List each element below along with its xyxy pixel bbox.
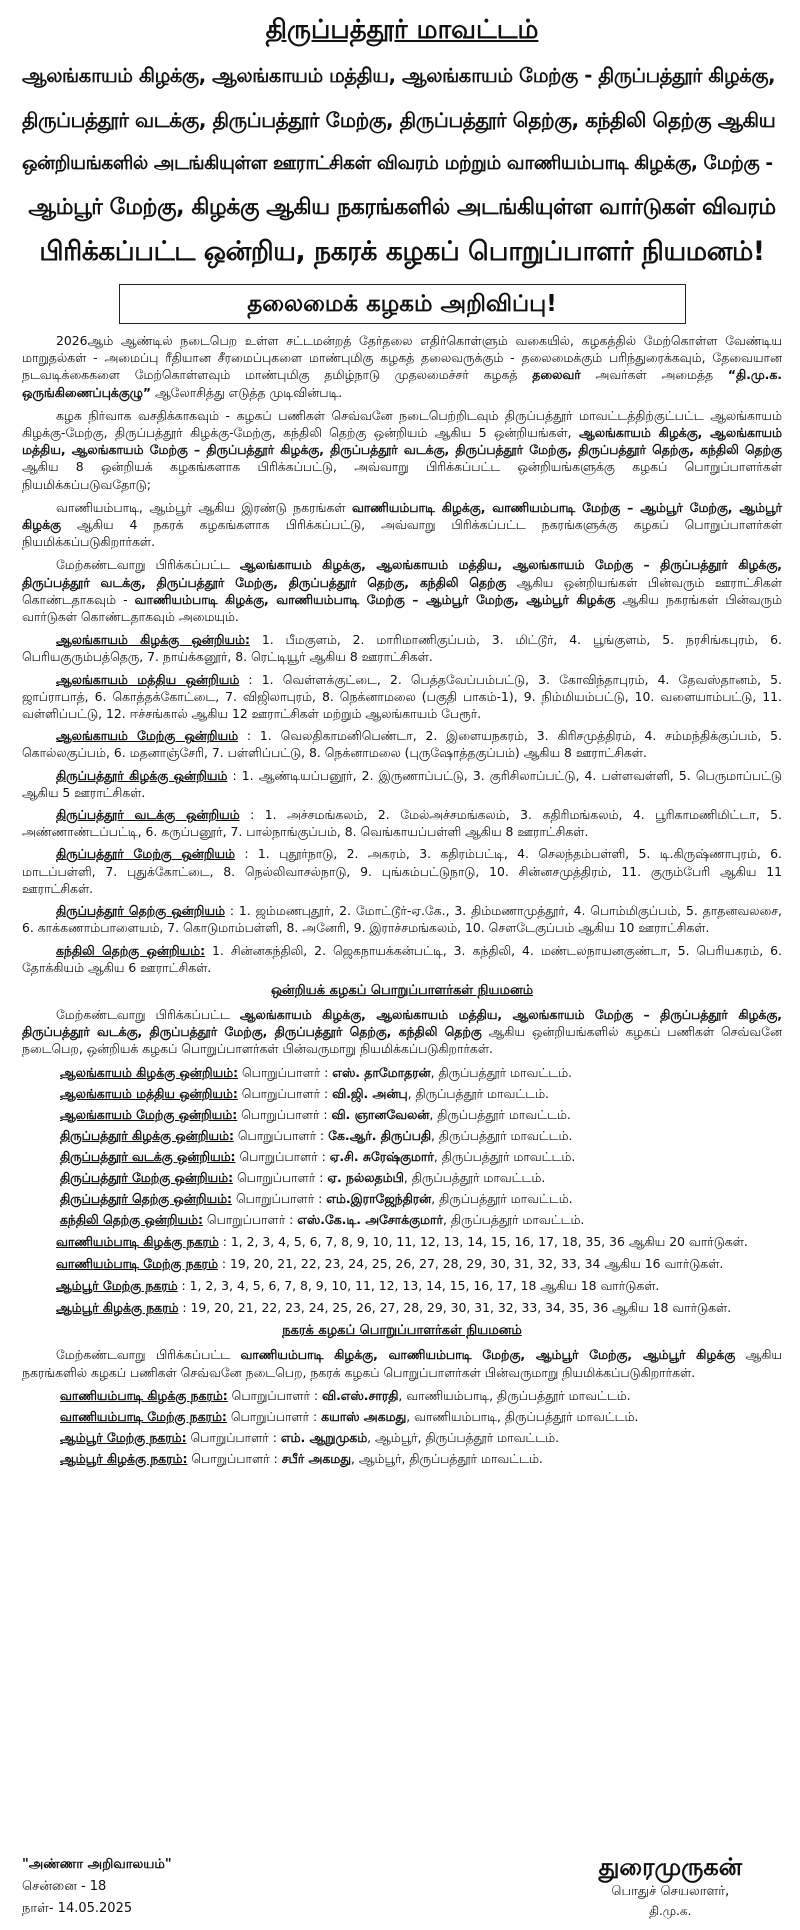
union-appointment-list [22, 1064, 782, 1229]
appointee-name: ஏ.சி. சுரேஷ்குமார் [329, 1148, 434, 1164]
headline-line: ஆலங்காயம் கிழக்கு, ஆலங்காயம் மத்திய, ஆலங்காயம் மேற்கு - திருப்பத்தூர் கிழக்கு, [22, 64, 776, 87]
appointment-row [60, 1064, 782, 1082]
appointment-row [60, 1211, 782, 1229]
appointment-row [60, 1387, 782, 1405]
text-run: ஆகிய ஒன்றியங்களில் கழகப் பணிகள் செவ்வனே நடைபெற, ஒன்றியக் கழகப் பொறுப்பாளர்கள் பின்வருமாறு நியமிக்கப்படுகிறார்கள். [22, 1024, 782, 1057]
text-run: ஆகிய ஒன்றியங்கள் பின்வரும் ஊராட்சிகள் கொண்டதாகவும் - [22, 574, 782, 607]
announcement-banner: தலைமைக் கழகம் அறிவிப்பு! [119, 284, 686, 324]
appointment-row [60, 1106, 782, 1124]
signatory-org: தி.மு.க. [649, 1904, 692, 1918]
text-run: , ஆம்பூர், திருப்பத்தூர் மாவட்டம். [367, 1429, 560, 1445]
text-run: வாணியம்பாடி, ஆம்பூர் ஆகிய இரண்டு நகரங்கள் [56, 499, 352, 515]
union-label: திருப்பத்தூர் மேற்கு ஒன்றியம் [56, 846, 235, 862]
appointment-label: ஆலங்காயம் மத்திய ஒன்றியம்: [60, 1085, 238, 1101]
union-label: ஆலங்காயம் மேற்கு ஒன்றியம் [56, 728, 239, 744]
appointee-name: வி.எஸ்.சாரதி [322, 1387, 399, 1403]
text-run: பொறுப்பாளர் : [233, 1127, 329, 1143]
appointment-label: ஆம்பூர் கிழக்கு நகரம்: [60, 1450, 188, 1466]
ward-entry [22, 1255, 782, 1272]
ward-entry [22, 1277, 782, 1294]
text-run: கழக நிர்வாக வசதிக்காகவும் - கழகப் பணிகள் செவ்வனே நடைபெற்றிடவும் திருப்பத்தூர் மாவட்டத்திற்குட்பட்ட ஆலங்காயம் கிழக்கு-மேற்கு, திருப்பத்தூர் கிழக்கு-மேற்கு, கந்திலி தெற்கு ஒன்றியம் ஆகிய 5 ஒன்றியங்கள், [22, 407, 782, 441]
union-villages: 1. பீமகுளம், 2. மாரிமாணிகுப்பம், 3. மிட்டூர், 4. பூங்குளம், 5. நரசிங்கபுரம், 6. பெரியகுரும்பத்தெரு, 7. நாய்க்கனூர், 8. ரெட்டியூர் ஆகிய 8 ஊராட்சிகள். [22, 632, 782, 665]
signatory-name: துரைமுருகன் [598, 1853, 742, 1881]
text-run: வாணியம்பாடி கிழக்கு, வாணியம்பாடி மேற்கு – ஆம்பூர் மேற்கு, ஆம்பூர் கிழக்கு [134, 591, 616, 607]
union-villages: : 1. புதூர்நாடு, 2. அகரம், 3. கதிரம்பட்டி, 4. செலந்தம்பள்ளி, 5. டி.கிருஷ்ணாபுரம், 6. மாடப்பள்ளி, 7. புதுக்கோட்டை, 8. நெல்லிவாசல்நாடு, 9. புங்கம்பட்டுநாடு, 10. சின்னசமுத்திரம், 11. குரும்பேரி ஆகிய 11 ஊராட்சிகள். [22, 846, 782, 896]
appointment-label: திருப்பத்தூர் தெற்கு ஒன்றியம்: [60, 1190, 232, 1206]
text-run: ஆகிய நகரங்களில் கழகப் பணிகள் செவ்வனே நடைபெற, நகரக் கழகப் பொறுப்பாளர்கள் பின்வருமாறு நியமிக்கப்படுகிறார்கள். [22, 1347, 783, 1380]
appointment-row [60, 1085, 782, 1103]
restructure-paragraph [22, 407, 782, 493]
towns-paragraph [22, 499, 782, 551]
union-villages: : 1. வெள்ளக்குட்டை, 2. பெத்தவேப்பம்பட்டு, 3. கோவிந்தாபுரம், 4. தேவஸ்தானம், 5. ஜாப்ராபாத், 6. கொத்தக்கோட்டை, 7. விஜிலாபுரம், 8. நெக்னாமலை (பகுதி பாகம்-1), 9. நிம்மியம்பட்டு, 10. வளையாம்பட்டு, 11. வள்ளிப்பட்டு, 12. ஈச்சங்கால் ஆகிய 12 ஊராட்சிகள் மற்றும் ஆலங்காயம் பேரூர். [22, 671, 782, 722]
union-villages: : 1. ஜம்மணபுதூர், 2. மோட்டூர்-ஏ.கே., 3. திம்மணாமுத்தூர், 4. பொம்மிகுப்பம், 5. தாதனவலசை, 6. காக்கணாம்பாளையம், 7. கொடுமாம்பள்ளி, 8. அனேரி, 9. இராச்சமங்கலம், 10. சௌடேகுப்பம் ஆகிய 10 ஊராட்சிகள். [22, 903, 782, 936]
text-run: பொறுப்பாளர் : [227, 1387, 322, 1403]
appointment-label: திருப்பத்தூர் மேற்கு ஒன்றியம்: [60, 1169, 234, 1185]
text-run: , திருப்பத்தூர் மாவட்டம். [433, 1148, 576, 1164]
appointment-label: திருப்பத்தூர் கிழக்கு ஒன்றியம்: [60, 1127, 234, 1143]
text-run: ஆலங்காயம் கிழக்கு, ஆலங்காயம் மத்திய, ஆலங்காயம் மேற்கு – திருப்பத்தூர் கிழக்கு, திருப்பத்தூர் வடக்கு, திருப்பத்தூர் மேற்கு, திருப்பத்தூர் தெற்கு, கந்திலி தெற்கு [22, 557, 783, 590]
town-appointment-list [22, 1387, 782, 1468]
text-run: ஆகிய 4 நகரக் கழகங்களாக பிரிக்கப்பட்டு, அவ்வாறு பிரிக்கப்பட்ட நகரங்களுக்கு கழகப் பொறுப்பாளர்கள் நியமிக்கப்படுகிறார்கள். [22, 517, 782, 550]
appointment-row [60, 1169, 782, 1187]
union-entry [22, 902, 782, 936]
headline-line: பிரிக்கப்பட்ட ஒன்றிய, நகரக் கழகப் பொறுப்பாளர் நியமனம்! [39, 236, 765, 267]
ward-label: வாணியம்பாடி மேற்கு நகரம் [56, 1255, 218, 1271]
union-entry [22, 767, 782, 801]
text-run: அவர்கள் அமைத்த [580, 367, 728, 383]
text-run: ஆலோசித்து எடுத்த முடிவின்படி. [151, 384, 343, 400]
district-title: திருப்பத்தூர் மாவட்டம் [265, 15, 539, 45]
appointee-name: சபீர் அகமது [281, 1450, 351, 1466]
union-label: ஆலங்காயம் மத்திய ஒன்றியம் [56, 671, 240, 687]
text-run: , ஆம்பூர், திருப்பத்தூர் மாவட்டம். [350, 1450, 543, 1466]
committee-name: “தி.மு.க. ஒருங்கிணைப்புக்குழு” [22, 367, 782, 400]
signatory-role: பொதுச் செயலாளர், [611, 1884, 730, 1899]
footer [22, 1848, 782, 1930]
ward-numbers: : 19, 20, 21, 22, 23, 24, 25, 26, 27, 28, 29, 30, 31, 32, 33, 34, 35, 36 ஆகிய 18 வார்டுகள். [178, 1300, 732, 1316]
ward-numbers: : 1, 2, 3, 4, 5, 6, 7, 8, 9, 10, 11, 12, 13, 14, 15, 16, 17, 18, 35, 36 ஆகிய 20 வார்டுகள். [218, 1233, 748, 1249]
text-run: வாணியம்பாடி கிழக்கு, வாணியம்பாடி மேற்கு, ஆம்பூர் மேற்கு, ஆம்பூர் கிழக்கு [240, 1347, 736, 1363]
ward-entry [22, 1233, 782, 1250]
text-run: , திருப்பத்தூர் மாவட்டம். [431, 1127, 573, 1143]
ward-label: வாணியம்பாடி கிழக்கு நகரம் [56, 1233, 219, 1249]
text-run: தலைவர் [532, 367, 581, 383]
text-run: , திருப்பத்தூர் மாவட்டம். [430, 1064, 573, 1080]
text-run: , திருப்பத்தூர் மாவட்டம். [431, 1190, 573, 1206]
text-run: பொறுப்பாளர் : [187, 1450, 282, 1466]
union-villages: 1. சின்னகந்திலி, 2. ஜெகநாயக்கன்பட்டி, 3. கந்திலி, 4. மண்டலநாயனகுண்டா, 5. பெரியகரம், 6. தோக்கியம் ஆகிய 6 ஊராட்சிகள். [22, 942, 782, 975]
headline-block [22, 54, 782, 274]
ward-label: ஆம்பூர் மேற்கு நகரம் [56, 1277, 178, 1293]
appointment-label: வாணியம்பாடி கிழக்கு நகரம்: [60, 1387, 228, 1403]
signature-block [599, 1852, 742, 1920]
ward-numbers: : 19, 20, 21, 22, 23, 24, 25, 26, 27, 28, 29, 30, 31, 32, 33, 34 ஆகிய 16 வார்டுகள். [217, 1255, 724, 1271]
union-entry [22, 631, 782, 665]
text-run: ஆலங்காயம் கிழக்கு, ஆலங்காயம் மத்திய, ஆலங்காயம் மேற்கு – திருப்பத்தூர் கிழக்கு, திருப்பத்தூர் வடக்கு, திருப்பத்தூர் மேற்கு, திருப்பத்தூர் தெற்கு, கந்திலி தெற்கு [22, 1006, 783, 1040]
footer-place-block [22, 1854, 172, 1920]
appointee-name: எம்.இராஜேந்திரன் [326, 1190, 432, 1206]
appointee-name: வி. ஞானவேலன் [331, 1106, 430, 1122]
text-run: பொறுப்பாளர் : [186, 1429, 281, 1445]
intro-paragraph [22, 332, 782, 401]
composition-paragraph [22, 556, 782, 625]
text-run: பொறுப்பாளர் : [237, 1106, 332, 1122]
appointment-row [60, 1408, 782, 1426]
text-run: பொறுப்பாளர் : [202, 1211, 298, 1227]
union-appointment-title: ஒன்றியக் கழகப் பொறுப்பாளர்கள் நியமனம் [270, 982, 534, 998]
text-run: மேற்கண்டவாறு பிரிக்கப்பட்ட [56, 1006, 240, 1022]
ward-label: ஆம்பூர் கிழக்கு நகரம் [56, 1300, 179, 1316]
union-label: திருப்பத்தூர் கிழக்கு ஒன்றியம் [56, 767, 228, 783]
town-appointment-title: நகரக் கழகப் பொறுப்பாளர்கள் நியமனம் [282, 1323, 522, 1339]
appointment-row [60, 1190, 782, 1208]
union-entry [22, 845, 782, 897]
text-run: பொறுப்பாளர் : [226, 1408, 322, 1424]
text-run: , திருப்பத்தூர் மாவட்டம். [442, 1211, 585, 1227]
text-run: பொறுப்பாளர் : [232, 1190, 327, 1206]
union-entry [22, 806, 782, 840]
text-run: , வாணியம்பாடி, திருப்பத்தூர் மாவட்டம். [398, 1387, 631, 1403]
text-run: , திருப்பத்தூர் மாவட்டம். [407, 1085, 549, 1101]
text-run: வாணியம்பாடி கிழக்கு, வாணியம்பாடி மேற்கு – ஆம்பூர் மேற்கு, ஆம்பூர் கிழக்கு [22, 499, 782, 533]
union-village-list [22, 631, 782, 976]
union-entry [22, 942, 782, 976]
appointment-row [60, 1148, 782, 1166]
appointment-label: திருப்பத்தூர் வடக்கு ஒன்றியம்: [60, 1148, 236, 1164]
text-run: , திருப்பத்தூர் மாவட்டம். [403, 1169, 546, 1185]
text-run: 2026ஆம் ஆண்டில் நடைபெற உள்ள சட்டமன்றத் தேர்தலை எதிர்கொள்ளும் வகையில், கழகத்தில் மேற்கொள்ள வேண்டிய மாறுதல்கள் - அமைப்பு ரீதியான சீரமைப்புகளை மாண்புமிகு கழகத் தலைவருக்கும் - தலைமைக்கும் பரிந்துரைக்கவும், தேவையான நடவடிக்கைகளை மேற்கொள்ளவும் மாண்புமிகு தமிழ்நாடு முதலமைச்சர் கழகத் [22, 333, 782, 383]
appointment-row [60, 1429, 782, 1447]
union-villages: : 1. அச்சமங்கலம், 2. மேல்அச்சமங்கலம், 3. கதிரிமங்கலம், 4. பூரிகாமணிமிட்டா, 5. அண்ணாண்டப்பட்டி, 6. கருப்பனூர், 7. பால்நாங்குப்பம், 8. வெங்காயப்பள்ளி ஆகிய 8 ஊராட்சிகள். [22, 807, 782, 840]
office-city: சென்னை - 18 [22, 1879, 107, 1894]
ward-entry [22, 1299, 782, 1316]
union-label: கந்திலி தெற்கு ஒன்றியம்: [56, 942, 206, 958]
text-run: பொறுப்பாளர் : [233, 1169, 328, 1185]
union-label: திருப்பத்தூர் வடக்கு ஒன்றியம் [56, 807, 240, 823]
issue-date: நாள்- 14.05.2025 [22, 1901, 133, 1916]
town-appointment-paragraph [22, 1346, 782, 1380]
headline-line: ஒன்றியங்களில் அடங்கியுள்ள ஊராட்சிகள் விவரம் மற்றும் வாணியம்பாடி கிழக்கு, மேற்கு - [22, 153, 773, 174]
text-run: ஆகிய 8 ஒன்றியக் கழகங்களாக பிரிக்கப்பட்டு, அவ்வாறு பிரிக்கப்பட்ட ஒன்றியங்களுக்கு கழகப் பொறுப்பாளர்கள் நியமிக்கப்படுவதோடு; [22, 459, 782, 492]
text-run: மேற்கண்டவாறு பிரிக்கப்பட்ட [56, 557, 240, 573]
appointee-name: ஏ. நல்லதம்பி [327, 1169, 404, 1185]
headline-line: திருப்பத்தூர் வடக்கு, திருப்பத்தூர் மேற்கு, திருப்பத்தூர் தெற்கு, கந்திலி தெற்கு ஆகிய [22, 108, 776, 132]
ward-numbers: : 1, 2, 3, 4, 5, 6, 7, 8, 9, 10, 11, 12, 13, 14, 15, 16, 17, 18 ஆகிய 18 வார்டுகள். [177, 1277, 660, 1293]
text-run: மேற்கண்டவாறு பிரிக்கப்பட்ட [56, 1347, 241, 1363]
union-label: திருப்பத்தூர் தெற்கு ஒன்றியம் [56, 903, 225, 919]
union-label: ஆலங்காயம் கிழக்கு ஒன்றியம்: [56, 632, 250, 648]
union-villages: : 1. ஆண்டியப்பனூர், 2. இருணாப்பட்டு, 3. குரிசிலாப்பட்டு, 4. பள்ளவள்ளி, 5. பெருமாப்பட்டு ஆகிய 5 ஊராட்சிகள். [22, 767, 782, 800]
union-entry [22, 727, 782, 761]
appointee-name: வி.ஜி. அன்பு [332, 1085, 408, 1101]
appointment-label: ஆலங்காயம் மேற்கு ஒன்றியம்: [60, 1106, 238, 1122]
text-run: ஆலங்காயம் கிழக்கு, ஆலங்காயம் மத்திய, ஆலங்காயம் மேற்கு – திருப்பத்தூர் கிழக்கு, திருப்பத்தூர் வடக்கு, திருப்பத்தூர் மேற்கு, திருப்பத்தூர் தெற்கு, கந்திலி தெற்கு [22, 425, 782, 458]
union-appointment-paragraph [22, 1006, 782, 1058]
ward-list [22, 1233, 782, 1317]
appointment-row [60, 1450, 782, 1468]
appointee-name: எஸ்.கே.டி. அசோக்குமார் [297, 1211, 443, 1227]
appointee-name: கயாஸ் அகமது [321, 1408, 407, 1424]
text-run: பொறுப்பாளர் : [237, 1085, 333, 1101]
union-entry [22, 671, 782, 723]
text-run: பொறுப்பாளர் : [238, 1064, 333, 1080]
headline-line: ஆம்பூர் மேற்கு, கிழக்கு ஆகிய நகரங்களில் அடங்கியுள்ள வார்டுகள் விவரம் [28, 195, 776, 220]
office-name: "அண்ணா அறிவாலயம்" [22, 1857, 172, 1872]
appointment-label: கந்திலி தெற்கு ஒன்றியம்: [60, 1211, 203, 1227]
text-run: , திருப்பத்தூர் மாவட்டம். [429, 1106, 571, 1122]
appointee-name: கே.ஆர். திருப்பதி [328, 1127, 431, 1143]
text-run: பொறுப்பாளர் : [235, 1148, 330, 1164]
appointment-row [60, 1127, 782, 1145]
appointee-name: எஸ். தாமோதரன் [332, 1064, 431, 1080]
text-run: , வாணியம்பாடி, திருப்பத்தூர் மாவட்டம். [406, 1408, 639, 1424]
text-run: ஆகிய நகரங்கள் பின்வரும் வார்டுகள் கொண்டதாகவும் அமையும். [22, 591, 782, 625]
union-villages: : 1. வெலதிகாமனிபெண்டா, 2. இளையநகரம், 3. கிரிசமுத்திரம், 4. சம்மந்திக்குப்பம், 5. கொல்லகுப்பம், 6. மதனாஞ்சேரி, 7. பள்ளிப்பட்டு, 8. நெக்னாமலை (புருஷோத்தகுப்பம்) ஆகிய 8 ஊராட்சிகள். [22, 728, 782, 761]
appointment-label: ஆலங்காயம் கிழக்கு ஒன்றியம்: [60, 1064, 239, 1080]
appointment-label: ஆம்பூர் மேற்கு நகரம்: [60, 1429, 187, 1445]
appointee-name: எம். ஆறுமுகம் [280, 1429, 368, 1445]
appointment-label: வாணியம்பாடி மேற்கு நகரம்: [60, 1408, 227, 1424]
